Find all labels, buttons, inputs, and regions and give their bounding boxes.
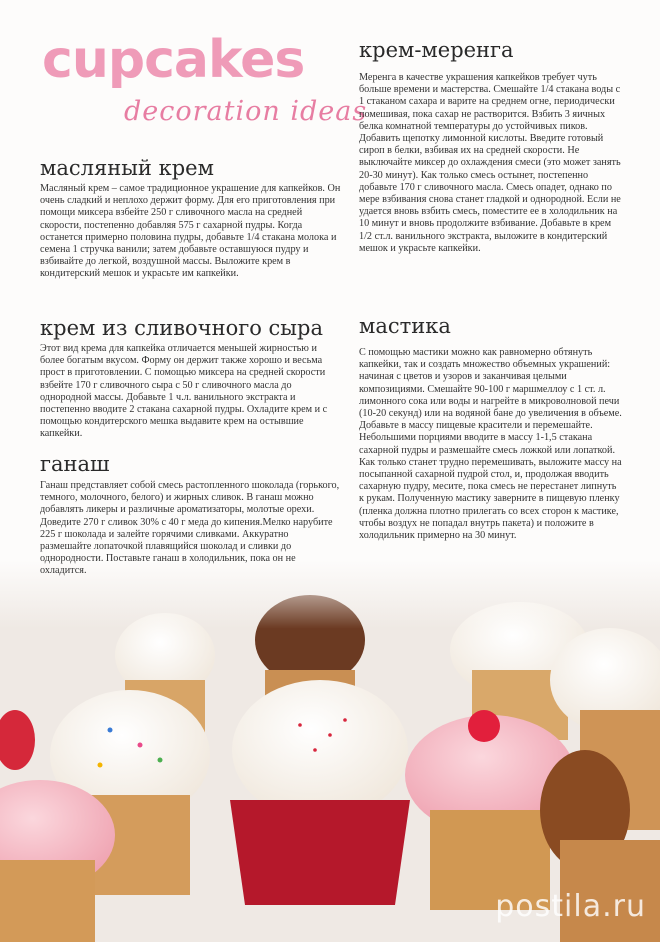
cream-cheese-heading: крем из сливочного сыра — [40, 316, 323, 340]
ganache-heading: ганаш — [40, 452, 110, 476]
buttercream-text: Масляный крем – самое традиционное украшение для капкейков. Он очень сладкий и неплохо держит форму. Для его приготовления при помощи миксера взбейте 250 г сливочного масла на средней скорости, постепенно добавляя 575 г сахарной пудры. Когда останется примерно половина пудры, добавьте 1/4 стакана молока и семена 1 стручка ванили; затем добавьте оставшуюся пудру и взбивайте до легкой, воздушной массы. Выложите крем в кондитерский мешок и украсьте им капкейки. — [40, 183, 341, 280]
mastic-heading: мастика — [359, 314, 451, 338]
ganache-text: Ганаш представляет собой смесь растопленного шоколада (горького, темного, молочного, белого) и жирных сливок. В ганаш можно добавлять ликеры и различные ароматизаторы, молотые орехи. Доведите 270 г сливок 30% с 40 г меда до кипения.Мелко нарубите 225 г шоколада и залейте горячими сливками. Аккуратно размешайте лопаточкой плавящийся шоколад и сливки до однородности. Поставьте ганаш в холодильник, пока он не охладится. — [40, 480, 340, 577]
meringue-heading: крем-меренга — [359, 38, 514, 62]
cream-cheese-text: Этот вид крема для капкейка отличается меньшей жирностью и более богатым вкусом. Форму он держит также хорошо и весьма прост в приготовлении. С помощью миксера на средней скорости взбейте 170 г сливочного сыра с 50 г сливочного масла до однородной массы. Добавьте 1 ч.л. ванильного экстракта и постепенно вводите 2 стакана сахарной пудры. Охладите крем и с помощью кондитерского мешка выдавите крем на остывшие капкейки. — [40, 343, 328, 440]
mastic-text: С помощью мастики можно как равномерно обтянуть капкейки, так и создать множество объемных украшений: начиная с цветов и узоров и заканчивая целыми композициями. Смешайте 90-100 г маршмеллоу с 1 ст. л. лимонного сока или воды и нагрейте в микроволновой печи (10-20 секунд) или на водяной бане до увеличения в объеме. Добавьте в массу пищевые красители и перемешайте. Небольшими порциями вводите в массу 1-1,5 стакана сахарной пудры и размешайте смесь ложкой или лопаткой. Как только станет трудно перемешивать, выложите массу на посыпанной сахарной пудрой стол, и, продолжая вводить сахарную пудру, месите, пока смесь не перестанет липнуть к рукам. Полученную мастику заверните в пищевую пленку (пленка должна плотно прилегать со всех сторон к мастике, чтобы воздух не попадал внутрь пакета) и положите в холодильник примерно на 30 минут. — [359, 347, 622, 542]
cupcakes-photo — [0, 560, 660, 942]
logo-subtitle: decoration ideas — [124, 96, 368, 127]
meringue-text: Меренга в качестве украшения капкейков требует чуть больше времени и мастерства. Смешайте 1/4 стакана воды с 1 стаканом сахара и варите на среднем огне, периодически помешивая, пока сахар не растворится. Взбить 3 яичных белка комнатной температуры до устойчивых пиков. Добавить щепотку лимонной кислоты. Введите готовый сироп в белки, взбивая их на средней скорости. Не выключайте миксер до охлаждения смеси (это может занять 20-30 минут). Как только смесь остынет, постепенно добавьте 170 г сливочного масла. Смесь опадет, однако по мере взбивания снова станет гладкой и однородной. Если не удается вновь взбить смесь, поместите ее в холодильник на 10 минут и вновь продолжите взбивание. Добавьте в крем 1/2 ст.л. ванильного экстракта, выложите в кондитерский мешок и украсьте капкейки. — [359, 72, 621, 254]
buttercream-heading: масляный крем — [40, 156, 214, 180]
logo-title: cupcakes — [42, 30, 305, 90]
watermark: postila.ru — [495, 889, 646, 924]
